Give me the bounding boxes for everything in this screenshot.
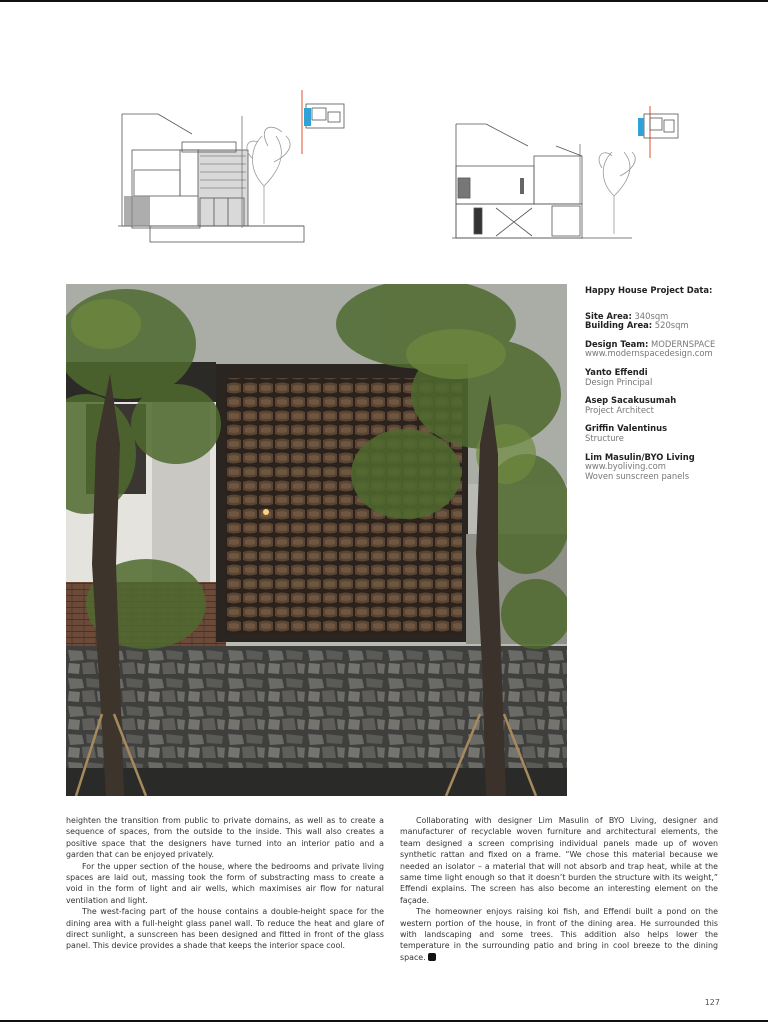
supplier-url: www.byoliving.com	[585, 461, 666, 472]
credit-entry	[585, 368, 755, 387]
body-column-right	[400, 815, 718, 963]
credit-entry	[585, 424, 755, 443]
body-paragraph: For the upper section of the house, where the bedrooms and private living spaces are laid out, massing took the form of substracting mass to create a void in the form of light and air wells, which maximises air flow for natural ventilation and light.	[66, 861, 384, 905]
credit-entry	[585, 396, 755, 415]
credit-name: Griffin Valentinus	[585, 423, 668, 434]
body-paragraph-last	[400, 906, 718, 963]
credit-role: Design Principal	[585, 376, 653, 387]
body-paragraph: Collaborating with designer Lim Masulin of BYO Living, designer and manufacturer of recyclable woven furniture and architectural elements, the team designed a screen comprising individual panels made up of woven synthetic rattan and fixed on a frame. “We chose this material because we needed an isolator – a material that will not absorb and trap heat, while at the same time light enough so that it doesn’t burden the structure with its weight,” Effendi explains. The screen has also become an interesting element on the façade.	[400, 816, 718, 905]
credit-role: Project Architect	[585, 404, 654, 415]
supplier-name: Lim Masulin/BYO Living	[585, 451, 695, 462]
body-column-left	[66, 815, 384, 952]
page-number: 127	[704, 998, 720, 1007]
elevation-drawing	[118, 86, 348, 248]
top-rule	[0, 0, 768, 2]
supplier-note: Woven sunscreen panels	[585, 470, 690, 481]
end-of-article-icon	[428, 953, 436, 961]
building-area-label: Building Area:	[585, 320, 653, 331]
house-photograph	[66, 284, 567, 796]
body-paragraph: heighten the transition from public to private domains, as well as to create a sequence of spaces, from the outside to the inside. This wall also creates a positive space that the designers have turned into an interior patio and a garden that can be enjoyed privately.	[66, 816, 384, 860]
site-area-label: Site Area:	[585, 310, 632, 321]
area-entry	[585, 312, 755, 331]
project-data-heading: Happy House Project Data:	[585, 285, 713, 295]
credit-name: Yanto Effendi	[585, 366, 648, 377]
section-drawing	[452, 106, 687, 246]
design-team-entry	[585, 340, 755, 359]
design-team-label: Design Team:	[585, 338, 649, 349]
bottom-rule	[0, 1020, 768, 1022]
building-area-value: 520sqm	[654, 320, 689, 331]
body-paragraph: The west-facing part of the house contains a double-height space for the dining area with a full-height glass panel wall. To reduce the heat and glare of direct sunlight, a sunscreen has been designed and fitted in front of the glass panel. This device provides a shade that keeps the interior space cool.	[66, 907, 384, 951]
site-area-value: 340sqm	[634, 310, 669, 321]
credit-name: Asep Sacakusumah	[585, 395, 677, 406]
credit-role: Structure	[585, 432, 624, 443]
supplier-entry	[585, 453, 755, 482]
design-team-url: www.modernspacedesign.com	[585, 348, 713, 359]
design-team-value: MODERNSPACE	[651, 338, 716, 349]
project-data-sidebar	[585, 286, 755, 490]
body-paragraph-text: The homeowner enjoys raising koi fish, and Effendi built a pond on the western portion of the house, in front of the dining area. He surrounded this with landscaping and some trees. This addition also helps lower the temperature in the surrounding patio and bring in cool breeze to the dining space.	[400, 907, 718, 962]
